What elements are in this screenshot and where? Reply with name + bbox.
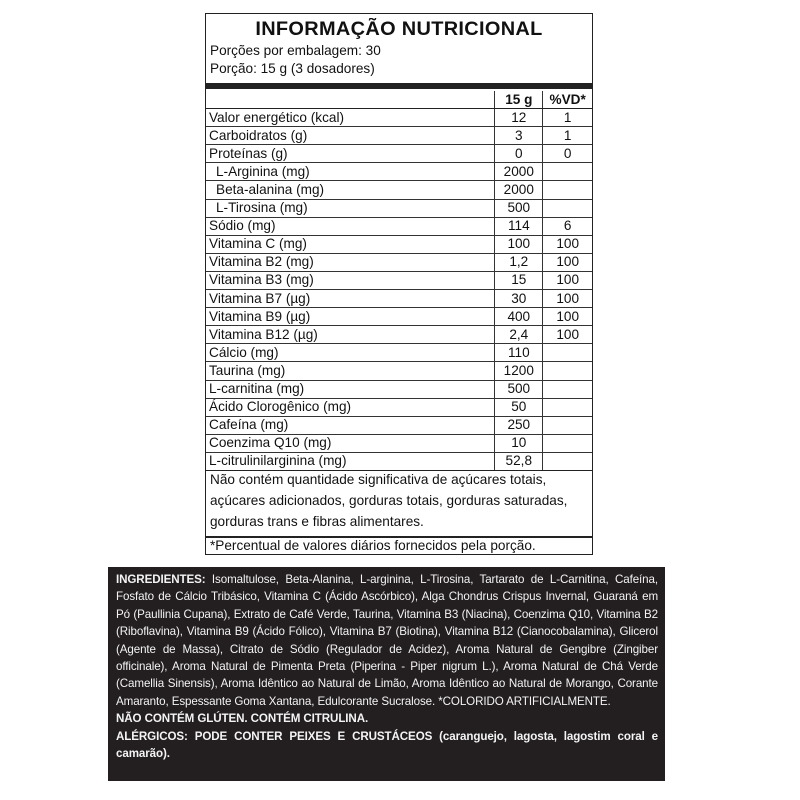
row-dv: 0 [543, 145, 592, 163]
table-row [206, 271, 592, 289]
row-amount: 30 [495, 290, 543, 308]
row-dv: 6 [543, 217, 592, 235]
row-name: Ácido Clorogênico (mg) [206, 398, 495, 416]
row-amount: 250 [495, 416, 543, 434]
row-name: Taurina (mg) [206, 362, 495, 380]
row-dv: 100 [543, 253, 592, 271]
row-dv: 1 [543, 127, 592, 145]
row-dv: 100 [543, 308, 592, 326]
row-amount: 500 [495, 199, 543, 217]
row-amount: 100 [495, 235, 543, 253]
table-row [206, 253, 592, 271]
serving-size: Porção: 15 g (3 dosadores) [210, 61, 375, 76]
row-name: Cafeína (mg) [206, 416, 495, 434]
row-dv [543, 416, 592, 434]
row-dv [543, 181, 592, 199]
row-amount: 500 [495, 380, 543, 398]
row-amount: 3 [495, 127, 543, 145]
nutrition-facts-panel [205, 13, 593, 555]
row-name: Carboidratos (g) [206, 127, 495, 145]
row-name: Sódio (mg) [206, 217, 495, 235]
row-amount: 10 [495, 434, 543, 452]
row-dv: 1 [543, 109, 592, 127]
row-name: L-Tirosina (mg) [206, 199, 495, 217]
row-name: Proteínas (g) [206, 145, 495, 163]
table-row [206, 199, 592, 217]
table-row [206, 181, 592, 199]
row-name: L-carnitina (mg) [206, 380, 495, 398]
table-row [206, 326, 592, 344]
row-amount: 114 [495, 217, 543, 235]
row-dv [543, 380, 592, 398]
table-row [206, 163, 592, 181]
row-dv [543, 199, 592, 217]
table-row [206, 434, 592, 452]
table-row [206, 380, 592, 398]
ingredients-box [108, 567, 665, 781]
allergens-statement: ALÉRGICOS: PODE CONTER PEIXES E CRUSTÁCEOS (caranguejo, lagosta, lagostim coral e camarão). [116, 729, 658, 761]
row-amount: 400 [495, 308, 543, 326]
row-amount: 15 [495, 271, 543, 289]
table-row [206, 217, 592, 235]
row-dv: 100 [543, 290, 592, 308]
table-row [206, 235, 592, 253]
nutrition-title: INFORMAÇÃO NUTRICIONAL [255, 19, 543, 40]
row-name: Vitamina B12 (µg) [206, 326, 495, 344]
servings-per-package: Porções por embalagem: 30 [210, 43, 381, 58]
row-name: L-citrulinilarginina (mg) [206, 452, 495, 470]
row-name: Vitamina B3 (mg) [206, 271, 495, 289]
dv-note: *Percentual de valores diários fornecidos pela porção. [210, 538, 536, 553]
row-name: Vitamina B9 (µg) [206, 308, 495, 326]
table-row [206, 398, 592, 416]
row-amount: 2000 [495, 181, 543, 199]
row-dv: 100 [543, 326, 592, 344]
gluten-statement: NÃO CONTÉM GLÚTEN. CONTÉM CITRULINA. [116, 712, 369, 726]
table-row [206, 344, 592, 362]
table-row [206, 452, 592, 470]
header-name [206, 91, 495, 109]
table-row [206, 127, 592, 145]
row-amount: 2,4 [495, 326, 543, 344]
header-amount: 15 g [495, 91, 543, 109]
row-name: Vitamina B7 (µg) [206, 290, 495, 308]
table-header-row [206, 91, 592, 109]
nutrition-table [206, 91, 592, 471]
row-name: Beta-alanina (mg) [206, 181, 495, 199]
row-amount: 0 [495, 145, 543, 163]
footnote-text: Não contém quantidade significativa de açúcares totais, açúcares adicionados, gorduras totais, gorduras saturadas, gorduras trans e fibras alimentares. [210, 472, 568, 529]
row-dv [543, 452, 592, 470]
row-name: L-Arginina (mg) [206, 163, 495, 181]
row-amount: 1,2 [495, 253, 543, 271]
row-name: Cálcio (mg) [206, 344, 495, 362]
row-amount: 110 [495, 344, 543, 362]
table-row [206, 362, 592, 380]
table-row [206, 109, 592, 127]
row-name: Coenzima Q10 (mg) [206, 434, 495, 452]
row-amount: 50 [495, 398, 543, 416]
header-dv: %VD* [543, 91, 592, 109]
row-dv: 100 [543, 271, 592, 289]
row-amount: 12 [495, 109, 543, 127]
row-amount: 52,8 [495, 452, 543, 470]
row-dv [543, 344, 592, 362]
row-dv [543, 362, 592, 380]
row-dv [543, 434, 592, 452]
ingredients-label: INGREDIENTES: [116, 573, 206, 586]
row-dv: 100 [543, 235, 592, 253]
row-name: Vitamina C (mg) [206, 235, 495, 253]
row-amount: 2000 [495, 163, 543, 181]
row-dv [543, 163, 592, 181]
ingredients-text: Isomaltulose, Beta-Alanina, L-arginina, L-Tirosina, Tartarato de L-Carnitina, Cafeína, Fosfato de Cálcio Tribásico, Vitamina C (Ácido Ascórbico), Alga Chondrus Crispus Invernal, Guaraná em Pó (Paullinia Cupana), Extrato de Café Verde, Taurina, Vitamina B3 (Niacina), Coenzima Q10, Vitamina B2 (Riboflavina), Vitamina B9 (Ácido Fólico), Vitamina B7 (Biotina), Vitamina B12 (Cianocobalamina), Glicerol (Agente de Massa), Citrato de Sódio (Regulador de Acidez), Aroma Natural de Gengibre (Zingiber officinale), Aroma Natural de Pimenta Preta (Piperina - Piper nigrum L.), Aroma Natural de Chá Verde (Camellia Sinensis), Aroma Idêntico ao Natural de Limão, Aroma Idêntico ao Natural de Morango, Corante Amaranto, Espessante Goma Xantana, Edulcorante Sucralose. *COLORIDO ARTIFICIALMENTE. [116, 573, 658, 708]
table-row [206, 145, 592, 163]
table-row [206, 290, 592, 308]
thick-divider [206, 83, 592, 89]
row-dv [543, 398, 592, 416]
table-row [206, 308, 592, 326]
row-name: Vitamina B2 (mg) [206, 253, 495, 271]
row-name: Valor energético (kcal) [206, 109, 495, 127]
table-row [206, 416, 592, 434]
row-amount: 1200 [495, 362, 543, 380]
